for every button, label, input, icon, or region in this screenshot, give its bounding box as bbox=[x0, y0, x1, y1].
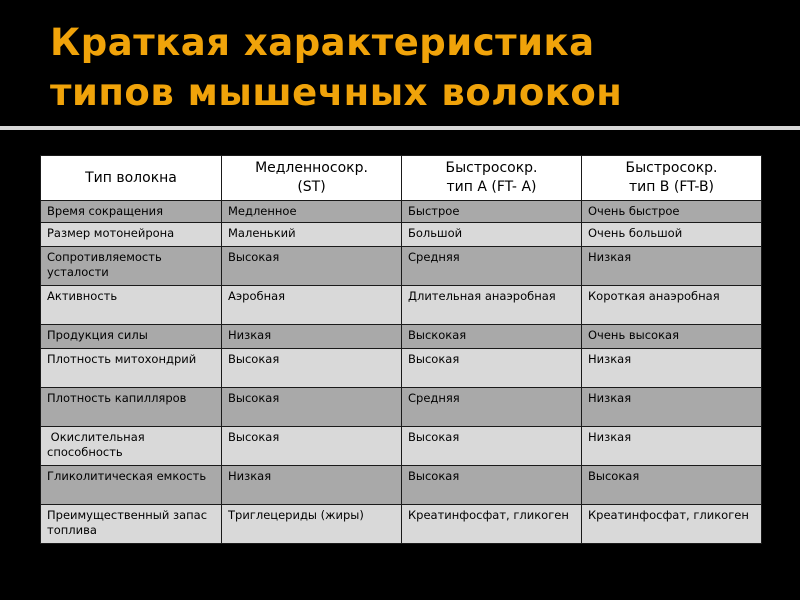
table-row bbox=[41, 286, 762, 325]
table-cell-property: Плотность капилляров bbox=[41, 388, 222, 427]
table-row bbox=[41, 201, 762, 223]
table-header-row bbox=[41, 156, 762, 201]
table-cell-st: Высокая bbox=[222, 388, 402, 427]
table-row bbox=[41, 223, 762, 247]
fiber-types-table bbox=[40, 155, 762, 544]
table-cell-fta: Средняя bbox=[402, 247, 582, 286]
slide-title: Краткая характеристика типов мышечных волокон bbox=[50, 21, 623, 114]
table-cell-fta: Креатинфосфат, гликоген bbox=[402, 505, 582, 544]
table-cell-st: Аэробная bbox=[222, 286, 402, 325]
table-cell-property: Активность bbox=[41, 286, 222, 325]
slide-content bbox=[0, 130, 800, 590]
table-cell-property: Плотность митохондрий bbox=[41, 349, 222, 388]
table-cell-fta: Большой bbox=[402, 223, 582, 247]
table-cell-fta: Высокая bbox=[402, 466, 582, 505]
header-fiber-type: Тип волокна bbox=[41, 156, 222, 201]
slide-title-bar bbox=[0, 0, 800, 124]
table-cell-st: Триглецериды (жиры) bbox=[222, 505, 402, 544]
table-cell-st: Низкая bbox=[222, 325, 402, 349]
table-cell-ftb: Низкая bbox=[582, 388, 762, 427]
table-cell-ftb: Низкая bbox=[582, 427, 762, 466]
table-cell-fta: Выскокая bbox=[402, 325, 582, 349]
table-cell-st: Медленное bbox=[222, 201, 402, 223]
table-cell-fta: Длительная анаэробная bbox=[402, 286, 582, 325]
table-cell-property: Сопротивляемость усталости bbox=[41, 247, 222, 286]
table-cell-property: Продукция силы bbox=[41, 325, 222, 349]
table-cell-fta: Высокая bbox=[402, 427, 582, 466]
table-cell-property: Размер мотонейрона bbox=[41, 223, 222, 247]
table-cell-st: Низкая bbox=[222, 466, 402, 505]
table-row bbox=[41, 349, 762, 388]
table-cell-property: Преимущественный запас топлива bbox=[41, 505, 222, 544]
table-cell-ftb: Высокая bbox=[582, 466, 762, 505]
table-cell-ftb: Очень быстрое bbox=[582, 201, 762, 223]
table-cell-st: Высокая bbox=[222, 427, 402, 466]
table-cell-property: Время сокращения bbox=[41, 201, 222, 223]
header-slow-twitch: Медленносокр. (ST) bbox=[222, 156, 402, 201]
table-cell-fta: Быстрое bbox=[402, 201, 582, 223]
table-cell-ftb: Низкая bbox=[582, 247, 762, 286]
header-fast-twitch-a: Быстросокр. тип А (FT- A) bbox=[402, 156, 582, 201]
table-cell-fta: Средняя bbox=[402, 388, 582, 427]
table-cell-property: Гликолитическая емкость bbox=[41, 466, 222, 505]
table-row bbox=[41, 247, 762, 286]
table-row bbox=[41, 505, 762, 544]
table-cell-ftb: Креатинфосфат, гликоген bbox=[582, 505, 762, 544]
table-cell-st: Высокая bbox=[222, 247, 402, 286]
table-row bbox=[41, 427, 762, 466]
table-cell-st: Высокая bbox=[222, 349, 402, 388]
table-cell-ftb: Низкая bbox=[582, 349, 762, 388]
table-cell-ftb: Короткая анаэробная bbox=[582, 286, 762, 325]
table-cell-property: Окислительная способность bbox=[41, 427, 222, 466]
table-row bbox=[41, 325, 762, 349]
table-cell-ftb: Очень высокая bbox=[582, 325, 762, 349]
table-row bbox=[41, 466, 762, 505]
table-cell-ftb: Очень большой bbox=[582, 223, 762, 247]
table-cell-st: Маленький bbox=[222, 223, 402, 247]
table-row bbox=[41, 388, 762, 427]
table-cell-fta: Высокая bbox=[402, 349, 582, 388]
header-fast-twitch-b: Быстросокр. тип В (FT-B) bbox=[582, 156, 762, 201]
